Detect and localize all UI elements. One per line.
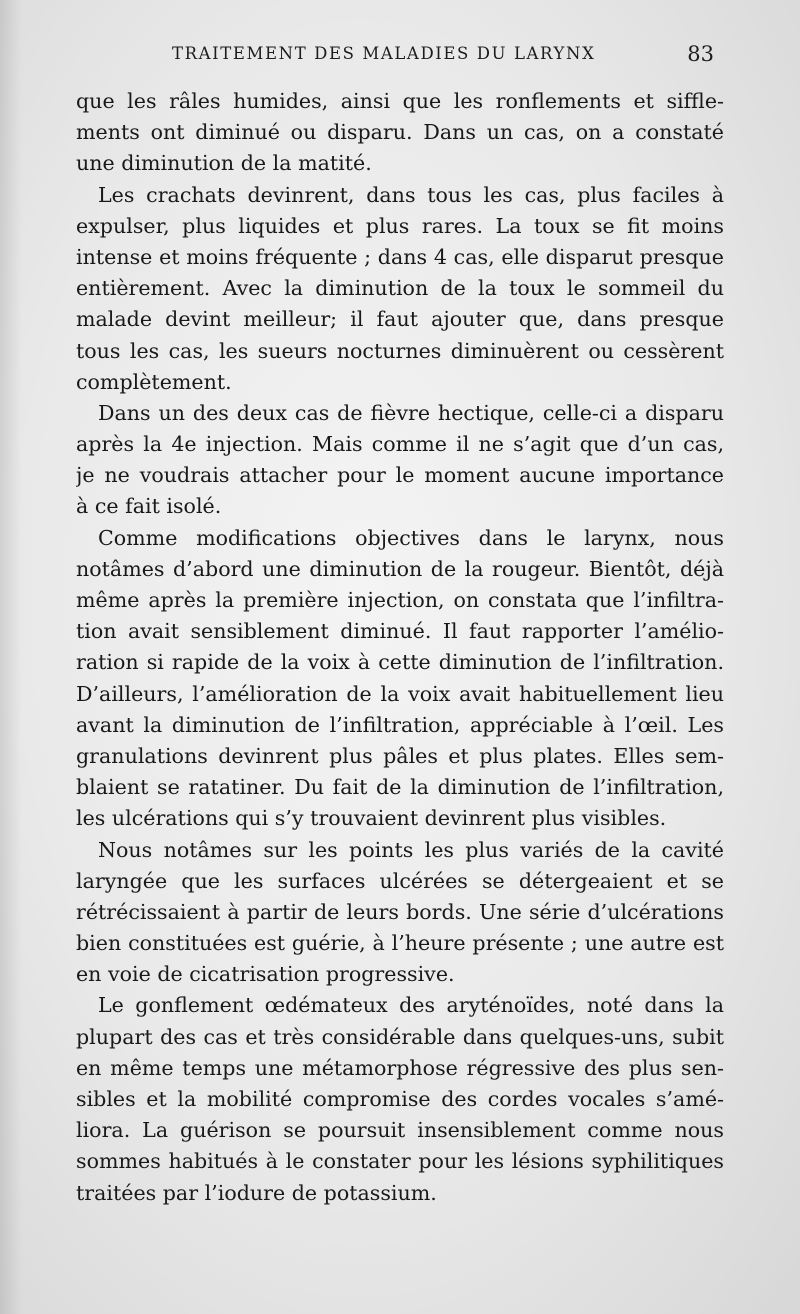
- text-line: même après la première injection, on constata que l’infiltra-: [76, 588, 724, 612]
- text-line: après la 4e injection. Mais comme il ne s’agit que d’un cas,: [76, 432, 724, 457]
- text-line: bien constituées est guérie, à l’heure présente ; une autre est: [76, 931, 724, 956]
- text-line: une diminution de la matité.: [76, 151, 372, 176]
- text-line: les ulcérations qui s’y trouvaient devinrent plus visibles.: [76, 806, 667, 831]
- text-line: Le gonflement œdémateux des aryténoïdes, noté dans la: [98, 993, 724, 1018]
- text-line: sommes habitués à le constater pour les lésions syphilitiques: [76, 1149, 724, 1174]
- text-line: avant la diminution de l’infiltration, appréciable à l’œil. Les: [76, 712, 724, 737]
- text-line: en voie de cicatrisation progressive.: [76, 962, 455, 987]
- text-line: Nous notâmes sur les points les plus variés de la cavité: [98, 837, 724, 862]
- text-line: liora. La guérison se poursuit insensiblement comme nous: [76, 1118, 724, 1143]
- text-line: en même temps une métamorphose régressive des plus sen-: [76, 1055, 724, 1080]
- text-line: ments ont diminué ou disparu. Dans un cas, on a constaté: [76, 120, 724, 145]
- paragraph: [76, 990, 724, 1208]
- text-line: plupart des cas et très considérable dans quelques-uns, subit: [76, 1024, 724, 1049]
- paragraph: [76, 180, 724, 398]
- text-line: sibles et la mobilité compromise des cordes vocales s’amé-: [76, 1087, 724, 1111]
- paragraph: [76, 835, 724, 991]
- text-line: tion avait sensiblement diminué. Il faut rapporter l’amélio-: [76, 619, 724, 644]
- text-line: malade devint meilleur; il faut ajouter que, dans presque: [76, 307, 724, 332]
- text-line: expulser, plus liquides et plus rares. La toux se fit moins: [76, 213, 724, 238]
- text-line: notâmes d’abord une diminution de la rougeur. Bientôt, déjà: [76, 556, 724, 581]
- text-line: à ce fait isolé.: [76, 494, 222, 519]
- page-number: 83: [687, 42, 714, 66]
- paragraph: [76, 523, 724, 835]
- text-line: laryngée que les surfaces ulcérées se détergeaient et se: [76, 868, 724, 893]
- text-line: traitées par l’iodure de potassium.: [76, 1180, 437, 1205]
- text-line: blaient se ratatiner. Du fait de la diminution de l’infiltration,: [76, 775, 724, 800]
- text-line: tous les cas, les sueurs nocturnes diminuèrent ou cessèrent: [76, 338, 724, 363]
- text-line: rétrécissaient à partir de leurs bords. Une série d’ulcérations: [76, 899, 724, 924]
- running-title: TRAITEMENT DES MALADIES DU LARYNX: [172, 44, 596, 63]
- text-line: complètement.: [76, 369, 232, 394]
- text-line: D’ailleurs, l’amélioration de la voix avait habituellement lieu: [76, 681, 724, 706]
- text-line: intense et moins fréquente ; dans 4 cas, elle disparut presque: [76, 244, 724, 269]
- body-text: [76, 86, 724, 1209]
- spine-shadow: [0, 0, 22, 1314]
- text-line: entièrement. Avec la diminution de la toux le sommeil du: [76, 276, 724, 301]
- text-line: Dans un des deux cas de fièvre hectique, celle-ci a disparu: [98, 400, 724, 425]
- text-line: granulations devinrent plus pâles et plus plates. Elles sem-: [76, 743, 724, 768]
- paragraph: [76, 398, 724, 523]
- text-line: ration si rapide de la voix à cette diminution de l’infiltration.: [76, 650, 724, 675]
- text-line: Les crachats devinrent, dans tous les cas, plus faciles à: [98, 182, 724, 207]
- text-line: Comme modifications objectives dans le larynx, nous: [98, 525, 724, 550]
- paragraph: [76, 86, 724, 180]
- page-header: [172, 42, 714, 72]
- text-line: que les râles humides, ainsi que les ronflements et siffle-: [76, 89, 724, 113]
- text-line: je ne voudrais attacher pour le moment aucune importance: [76, 463, 724, 488]
